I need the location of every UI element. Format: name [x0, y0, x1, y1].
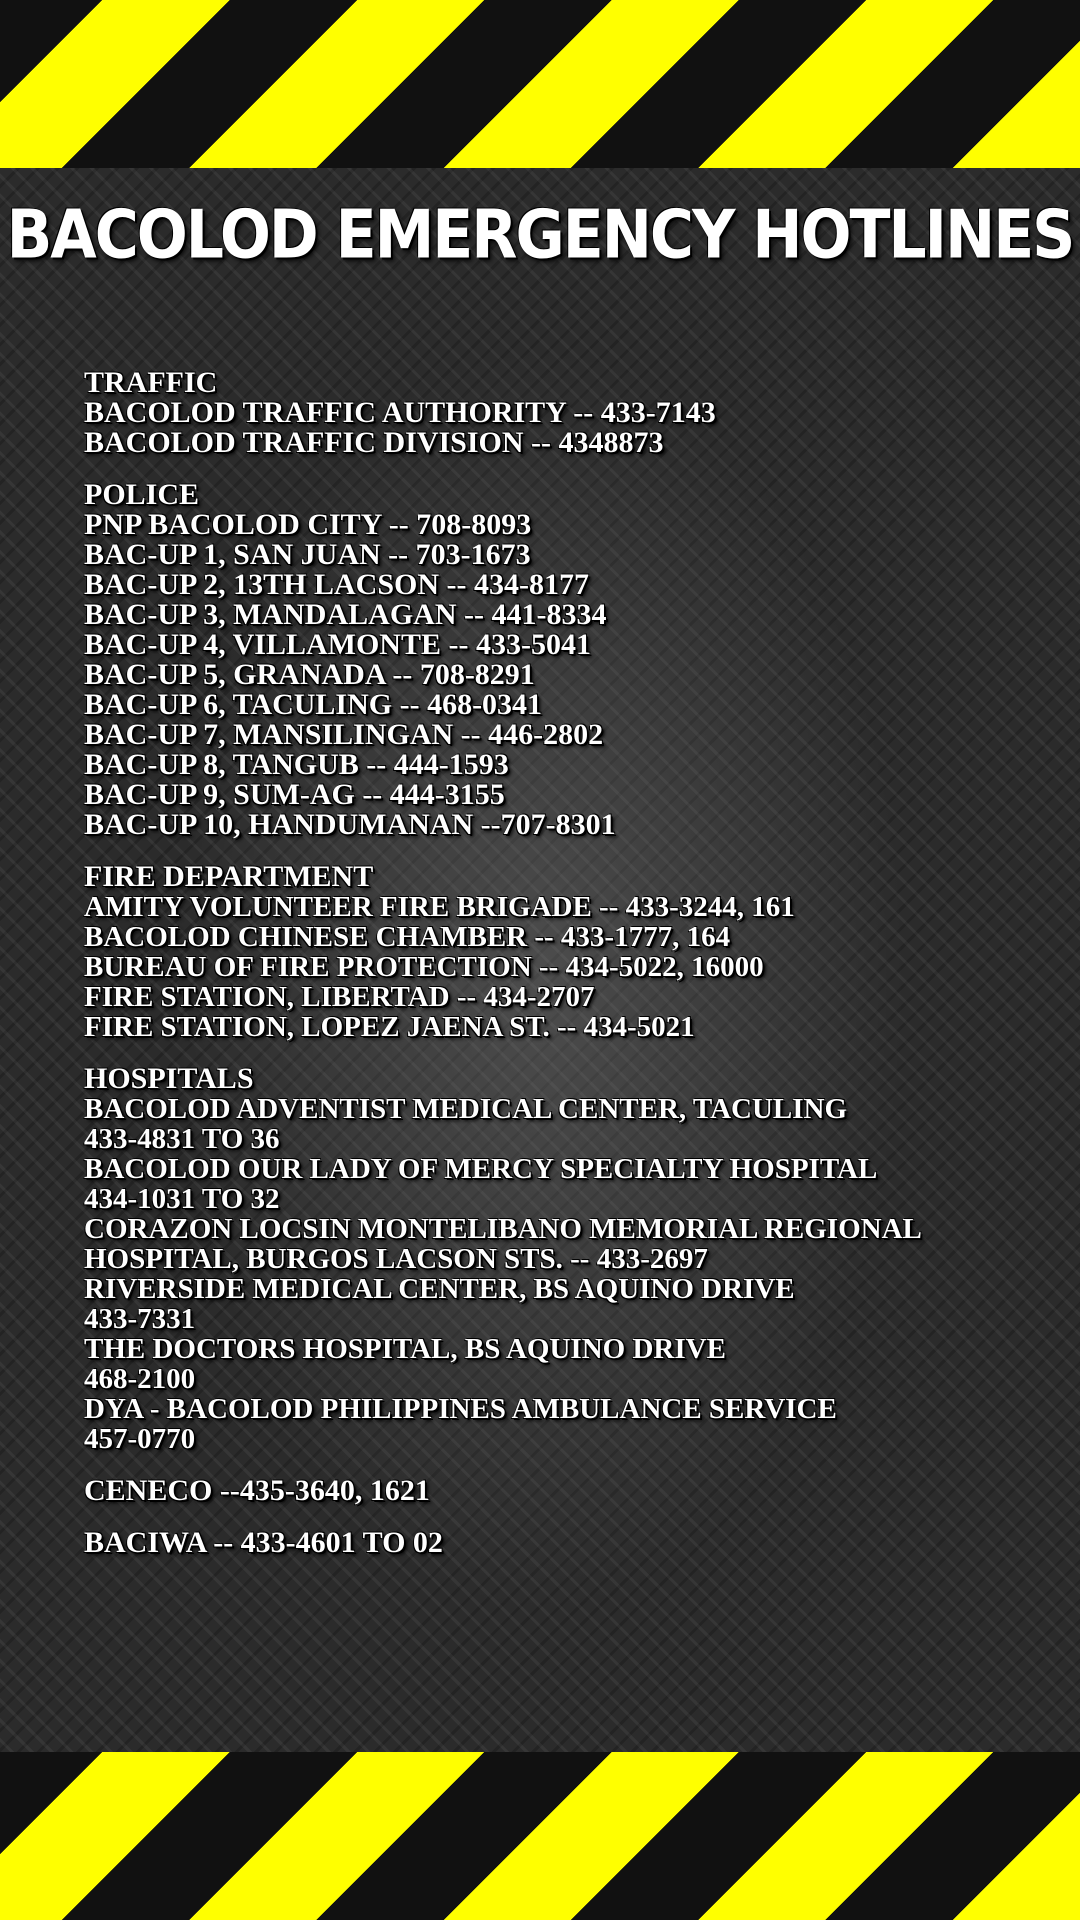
- section-heading-police: POLICE: [84, 478, 200, 511]
- hotline-item: BAC-UP 6, TACULING -- 468-0341: [84, 688, 543, 721]
- section-fire-department: [84, 862, 1044, 1042]
- section-ceneco: [84, 1476, 1044, 1506]
- hotline-item-baciwa: BACIWA -- 433-4601 TO 02: [84, 1526, 443, 1559]
- hotline-item: BAC-UP 3, MANDALAGAN -- 441-8334: [84, 598, 607, 631]
- section-heading-traffic: TRAFFIC: [84, 366, 218, 399]
- hotline-item: 468-2100: [84, 1363, 196, 1395]
- section-baciwa: [84, 1528, 1044, 1558]
- hotline-item: CORAZON LOCSIN MONTELIBANO MEMORIAL REGIONAL: [84, 1213, 922, 1245]
- hotline-item: BAC-UP 7, MANSILINGAN -- 446-2802: [84, 718, 604, 751]
- section-hospitals: [84, 1064, 1044, 1454]
- hotline-item: BACOLOD ADVENTIST MEDICAL CENTER, TACULING: [84, 1093, 848, 1125]
- hotline-item: 433-4831 TO 36: [84, 1123, 280, 1155]
- hotline-item: DYA - BACOLOD PHILIPPINES AMBULANCE SERVICE: [84, 1393, 837, 1425]
- hotline-item: PNP BACOLOD CITY -- 708-8093: [84, 508, 532, 541]
- hotline-item: BAC-UP 1, SAN JUAN -- 703-1673: [84, 538, 531, 571]
- hotline-item: FIRE STATION, LOPEZ JAENA ST. -- 434-5021: [84, 1011, 695, 1043]
- hotline-item-ceneco: CENECO --435-3640, 1621: [84, 1474, 430, 1507]
- hotline-item: HOSPITAL, BURGOS LACSON STS. -- 433-2697: [84, 1243, 708, 1275]
- hotline-item: BAC-UP 5, GRANADA -- 708-8291: [84, 658, 535, 691]
- hotline-item: BAC-UP 8, TANGUB -- 444-1593: [84, 748, 509, 781]
- section-traffic: [84, 368, 1044, 458]
- hotline-item: BAC-UP 9, SUM-AG -- 444-3155: [84, 778, 505, 811]
- hotline-item: THE DOCTORS HOSPITAL, BS AQUINO DRIVE: [84, 1333, 726, 1365]
- hotline-item: AMITY VOLUNTEER FIRE BRIGADE -- 433-3244, 161: [84, 891, 795, 923]
- hotline-item: BAC-UP 4, VILLAMONTE -- 433-5041: [84, 628, 591, 661]
- hotline-item: BAC-UP 2, 13TH LACSON -- 434-8177: [84, 568, 590, 601]
- hotline-item: BUREAU OF FIRE PROTECTION -- 434-5022, 16000: [84, 951, 764, 983]
- hotline-item: 434-1031 TO 32: [84, 1183, 280, 1215]
- hotline-item: BACOLOD OUR LADY OF MERCY SPECIALTY HOSPITAL: [84, 1153, 878, 1185]
- section-heading-hospitals: HOSPITALS: [84, 1062, 254, 1095]
- page-title: BACOLOD EMERGENCY HOTLINES: [6, 195, 1074, 275]
- hotline-item: 457-0770: [84, 1423, 196, 1455]
- hotline-item: 433-7331: [84, 1303, 196, 1335]
- hotline-item: BAC-UP 10, HANDUMANAN --707-8301: [84, 808, 616, 841]
- hotline-item: BACOLOD TRAFFIC DIVISION -- 4348873: [84, 426, 664, 459]
- hazard-stripe-bottom: [0, 1752, 1080, 1920]
- hazard-stripe-top: [0, 0, 1080, 168]
- hotline-item: FIRE STATION, LIBERTAD -- 434-2707: [84, 981, 595, 1013]
- hotline-item: BACOLOD CHINESE CHAMBER -- 433-1777, 164: [84, 921, 731, 953]
- hotline-list: [84, 368, 1044, 1558]
- hotline-item: BACOLOD TRAFFIC AUTHORITY -- 433-7143: [84, 396, 716, 429]
- section-police: [84, 480, 1044, 840]
- section-heading-fire-department: FIRE DEPARTMENT: [84, 860, 374, 893]
- hotline-item: RIVERSIDE MEDICAL CENTER, BS AQUINO DRIVE: [84, 1273, 795, 1305]
